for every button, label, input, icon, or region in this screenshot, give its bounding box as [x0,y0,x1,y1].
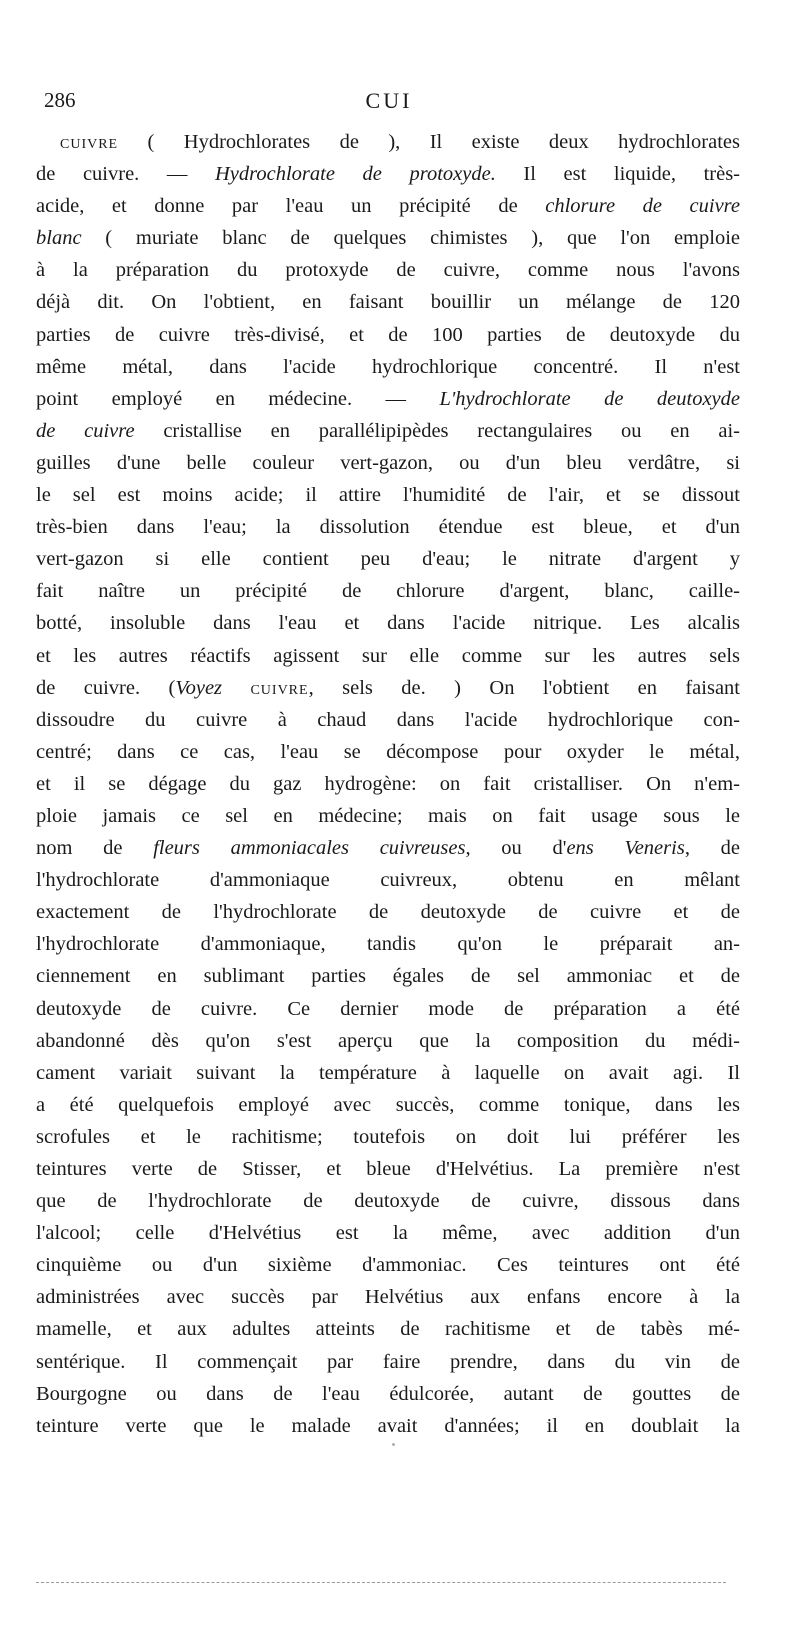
text-run: Il est liquide, très- [495,163,740,186]
text-run: deutoxyde de cuivre. Ce dernier mode de préparation a été [36,997,740,1020]
text-line [36,1185,740,1217]
text-line [36,286,740,318]
text-line [36,126,740,158]
page-heading: CUI [365,88,413,113]
smallcaps-term: cuivre [60,131,119,153]
text-line [36,1153,740,1185]
body-text [36,126,740,1442]
text-run: exactement de l'hydrochlorate de deutoxyde de cuivre et de [36,901,740,924]
text-line [36,640,740,672]
text-line [36,511,740,543]
text-line [36,928,740,960]
text-line [36,222,740,254]
text-run: teinture verte que le malade avait d'années; il en doublait la [36,1414,740,1437]
text-run: cament variait suivant la température à laquelle on avait agi. Il [36,1061,740,1084]
text-run: , ou d' [465,837,567,860]
text-line [36,704,740,736]
text-run: de cuivre. — [36,163,215,186]
text-run: même métal, dans l'acide hydrochlorique concentré. Il n'est [36,355,740,378]
text-line [36,479,740,511]
text-run: cristallise en parallélipipèdes rectangulaires ou en ai- [134,419,740,442]
text-run: l'hydrochlorate d'ammoniaque, tandis qu'on le préparait an- [36,933,740,956]
text-run: administrées avec succès par Helvétius aux enfans encore à la [36,1286,740,1309]
text-run: à la préparation du protoxyde de cuivre, comme nous l'avons [36,259,740,282]
text-line [36,1217,740,1249]
text-line [36,1378,740,1410]
italic-term: de cuivre [36,419,135,442]
bottom-edge-rule [36,1582,726,1583]
text-line [36,993,740,1025]
italic-term: Hydrochlorate de protoxyde. [215,163,496,186]
text-line [36,896,740,928]
text-line [36,415,740,447]
text-line [36,960,740,992]
page-number: 286 [44,88,76,112]
text-run: ciennement en sublimant parties égales de sel ammoniac et de [36,965,740,988]
text-line [36,447,740,479]
text-line [36,672,740,704]
italic-term: chlorure de cuivre [545,195,740,218]
text-line [36,800,740,832]
text-run: mamelle, et aux adultes atteints de rachitisme et de tabès mé- [36,1318,740,1341]
text-line [36,383,740,415]
text-line [36,543,740,575]
text-line [36,832,740,864]
text-line [36,158,740,190]
text-run: acide, et donne par l'eau un précipité de [36,195,546,218]
running-head [44,88,734,122]
text-line [36,190,740,222]
text-run: guilles d'une belle couleur vert-gazon, ou d'un bleu verdâtre, si [36,451,740,474]
italic-term: blanc [36,227,82,250]
text-line [36,319,740,351]
text-run: dissoudre du cuivre à chaud dans l'acide hydrochlorique con- [36,708,740,731]
text-line [36,736,740,768]
text-line [36,1281,740,1313]
smallcaps-term: cuivre [250,676,309,699]
text-run: Bourgogne ou dans de l'eau édulcorée, autant de gouttes de [36,1382,740,1405]
text-run: déjà dit. On l'obtient, en faisant bouillir un mélange de 120 [36,291,740,314]
text-run: , de [684,837,740,860]
text-run: botté, insoluble dans l'eau et dans l'acide nitrique. Les alcalis [36,612,740,635]
text-line [36,1121,740,1153]
italic-term: fleurs ammoniacales cuivreuses [153,837,466,860]
text-run: parties de cuivre très-divisé, et de 100 parties de deutoxyde du [36,323,740,346]
text-run: et il se dégage du gaz hydrogène: on fait cristalliser. On n'em- [36,772,740,795]
text-run: abandonné dès qu'on s'est aperçu que la composition du médi- [36,1029,740,1052]
text-run: , sels de. ) On l'obtient en faisant [308,676,740,699]
ink-speck [392,1443,395,1446]
text-run: que de l'hydrochlorate de deutoxyde de cuivre, dissous dans [36,1190,740,1213]
text-run: ( Hydrochlorates de ), Il existe deux hydrochlorates [118,131,740,153]
text-run: très-bien dans l'eau; la dissolution étendue est bleue, et d'un [36,516,740,539]
text-line [36,1025,740,1057]
text-run: l'alcool; celle d'Helvétius est la même, avec addition d'un [36,1222,740,1245]
italic-term: ens Veneris [566,837,685,860]
text-run: nom de [36,837,154,860]
text-run: fait naître un précipité de chlorure d'argent, blanc, caille- [36,580,740,603]
text-run: le sel est moins acide; il attire l'humidité de l'air, et se dissout [36,484,740,507]
text-line [36,1057,740,1089]
text-run: de cuivre. ( [36,676,176,699]
text-line [36,1089,740,1121]
text-run: l'hydrochlorate d'ammoniaque cuivreux, obtenu en mêlant [36,869,740,892]
text-run: ( muriate blanc de quelques chimistes ), que l'on emploie [81,227,740,250]
text-run: centré; dans ce cas, l'eau se décompose pour oxyder le métal, [36,740,740,763]
text-line [36,607,740,639]
text-line [36,254,740,286]
text-line [36,768,740,800]
text-run: teintures verte de Stisser, et bleue d'Helvétius. La première n'est [36,1158,740,1180]
text-run: et les autres réactifs agissent sur elle comme sur les autres sels [36,644,740,667]
text-run: ploie jamais ce sel en médecine; mais on fait usage sous le [36,804,740,827]
text-run [222,677,250,699]
text-run: sentérique. Il commençait par faire prendre, dans du vin de [36,1350,740,1373]
text-run: scrofules et le rachitisme; toutefois on doit lui préférer les [36,1125,740,1148]
text-line [36,1346,740,1378]
text-line [36,351,740,383]
text-run: a été quelquefois employé avec succès, comme tonique, dans les [36,1093,740,1116]
text-line [36,864,740,896]
text-line [36,575,740,607]
italic-term: Voyez [175,676,223,699]
text-run: vert-gazon si elle contient peu d'eau; le nitrate d'argent y [36,548,740,571]
text-line [36,1410,740,1442]
text-line [36,1249,740,1281]
text-line [36,1313,740,1345]
text-run: cinquième ou d'un sixième d'ammoniac. Ces teintures ont été [36,1254,740,1277]
text-run: point employé en médecine. — [36,387,440,410]
italic-term: L'hydrochlorate de deutoxyde [439,387,740,410]
